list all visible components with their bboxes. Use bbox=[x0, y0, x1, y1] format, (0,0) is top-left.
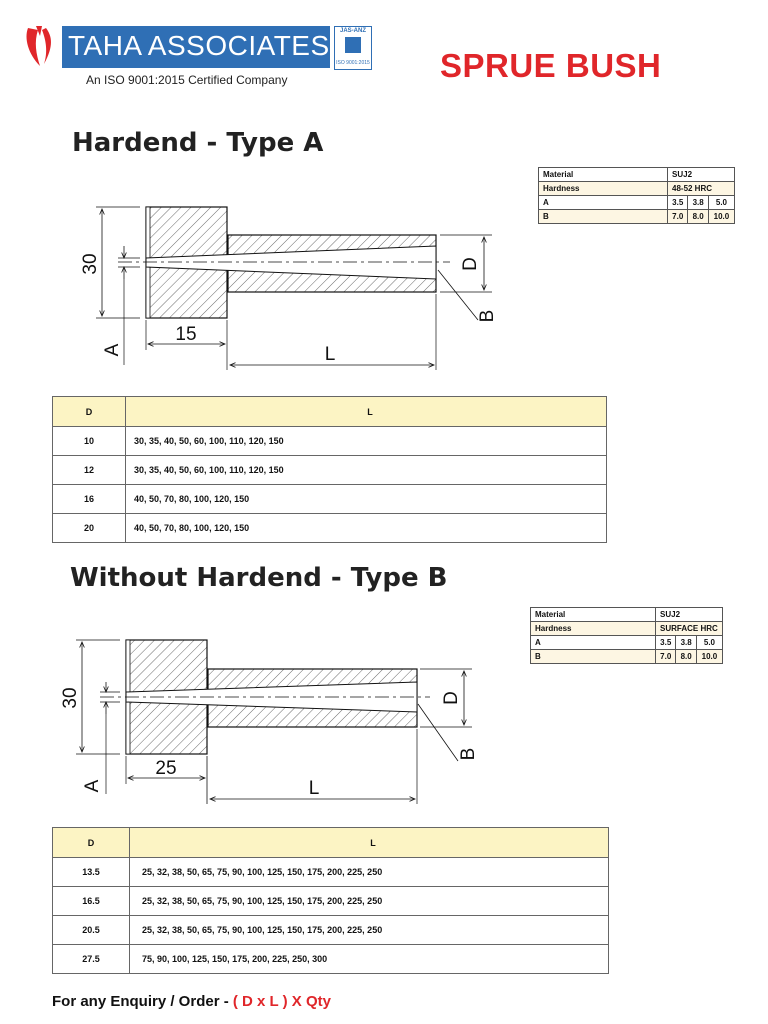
d-cell: 13.5 bbox=[53, 858, 130, 887]
type-b-b-label: B bbox=[458, 747, 479, 761]
spec-value: 10.0 bbox=[696, 650, 722, 664]
company-name: TAHA ASSOCIATES bbox=[68, 30, 330, 61]
d-cell: 20.5 bbox=[53, 916, 130, 945]
spec-value: 3.5 bbox=[656, 636, 676, 650]
table-row bbox=[53, 945, 609, 974]
type-b-dia-dim: D bbox=[441, 691, 462, 705]
type-b-drawing bbox=[0, 626, 768, 806]
l-cell: 25, 32, 38, 50, 65, 75, 90, 100, 125, 150, 175, 200, 225, 250 bbox=[130, 887, 609, 916]
cert-mark-icon bbox=[345, 37, 361, 53]
logo-mark bbox=[22, 24, 62, 70]
type-a-a-label: A bbox=[102, 343, 123, 357]
spec-label: A bbox=[539, 196, 668, 210]
spec-value: SURFACE HRC bbox=[656, 622, 723, 636]
d-cell: 12 bbox=[53, 456, 126, 485]
company-tagline: An ISO 9001:2015 Certified Company bbox=[86, 73, 288, 87]
spec-value: 8.0 bbox=[688, 210, 708, 224]
l-cell: 75, 90, 100, 125, 150, 175, 200, 225, 250, 300 bbox=[130, 945, 609, 974]
spec-label: Material bbox=[539, 168, 668, 182]
l-cell: 40, 50, 70, 80, 100, 120, 150 bbox=[126, 485, 607, 514]
type-a-drawing bbox=[0, 190, 768, 380]
type-a-height-dim: 30 bbox=[80, 253, 101, 275]
l-cell: 30, 35, 40, 50, 60, 100, 110, 120, 150 bbox=[126, 456, 607, 485]
type-a-length-dim: L bbox=[324, 344, 336, 365]
spec-value: SUJ2 bbox=[668, 168, 735, 182]
d-cell: 16 bbox=[53, 485, 126, 514]
table-header-d: D bbox=[53, 828, 130, 858]
spec-label: B bbox=[531, 650, 656, 664]
table-row bbox=[53, 456, 607, 485]
spec-label: Hardness bbox=[539, 182, 668, 196]
l-cell: 30, 35, 40, 50, 60, 100, 110, 120, 150 bbox=[126, 427, 607, 456]
l-cell: 40, 50, 70, 80, 100, 120, 150 bbox=[126, 514, 607, 543]
type-b-a-label: A bbox=[82, 779, 103, 793]
spec-label: A bbox=[531, 636, 656, 650]
spec-value: 3.8 bbox=[688, 196, 708, 210]
l-cell: 25, 32, 38, 50, 65, 75, 90, 100, 125, 150, 175, 200, 225, 250 bbox=[130, 858, 609, 887]
type-b-flange-dim: 25 bbox=[155, 758, 177, 779]
type-b-height-dim: 30 bbox=[60, 687, 81, 709]
table-header-d: D bbox=[53, 397, 126, 427]
table-row bbox=[53, 514, 607, 543]
cert-bottom-text: ISO 9001:2015 bbox=[336, 60, 370, 66]
table-row bbox=[53, 485, 607, 514]
footer-prefix: For any Enquiry / Order - bbox=[52, 993, 233, 1010]
spec-label: B bbox=[539, 210, 668, 224]
type-b-title: Without Hardend - Type B bbox=[70, 563, 448, 593]
type-a-title: Hardend - Type A bbox=[72, 128, 324, 158]
certification-badge bbox=[334, 26, 372, 70]
spec-value: 5.0 bbox=[708, 196, 734, 210]
table-header-l: L bbox=[130, 828, 609, 858]
type-a-b-label: B bbox=[477, 309, 498, 323]
spec-value: 7.0 bbox=[656, 650, 676, 664]
spec-value: 7.0 bbox=[668, 210, 688, 224]
l-cell: 25, 32, 38, 50, 65, 75, 90, 100, 125, 150, 175, 200, 225, 250 bbox=[130, 916, 609, 945]
spec-value: 3.8 bbox=[676, 636, 696, 650]
spec-value: 5.0 bbox=[696, 636, 722, 650]
spec-label: Material bbox=[531, 608, 656, 622]
d-cell: 16.5 bbox=[53, 887, 130, 916]
cert-top-text: JAS-ANZ bbox=[339, 28, 366, 34]
d-cell: 20 bbox=[53, 514, 126, 543]
spec-value: 10.0 bbox=[708, 210, 734, 224]
table-row bbox=[53, 887, 609, 916]
spec-value: SUJ2 bbox=[656, 608, 723, 622]
enquiry-footer bbox=[52, 993, 331, 1010]
type-b-size-table bbox=[52, 827, 609, 974]
d-cell: 10 bbox=[53, 427, 126, 456]
document-title: SPRUE BUSH bbox=[440, 47, 662, 84]
type-a-size-table bbox=[52, 396, 607, 543]
spec-value: 8.0 bbox=[676, 650, 696, 664]
table-row bbox=[53, 427, 607, 456]
type-a-flange-dim: 15 bbox=[175, 324, 197, 345]
d-cell: 27.5 bbox=[53, 945, 130, 974]
table-row bbox=[53, 916, 609, 945]
spec-value: 3.5 bbox=[668, 196, 688, 210]
spec-value: 48-52 HRC bbox=[668, 182, 735, 196]
table-row bbox=[53, 858, 609, 887]
type-b-length-dim: L bbox=[308, 778, 320, 799]
footer-formula: ( D x L ) X Qty bbox=[232, 993, 331, 1010]
type-a-dia-dim: D bbox=[460, 257, 481, 271]
table-header-l: L bbox=[126, 397, 607, 427]
spec-label: Hardness bbox=[531, 622, 656, 636]
